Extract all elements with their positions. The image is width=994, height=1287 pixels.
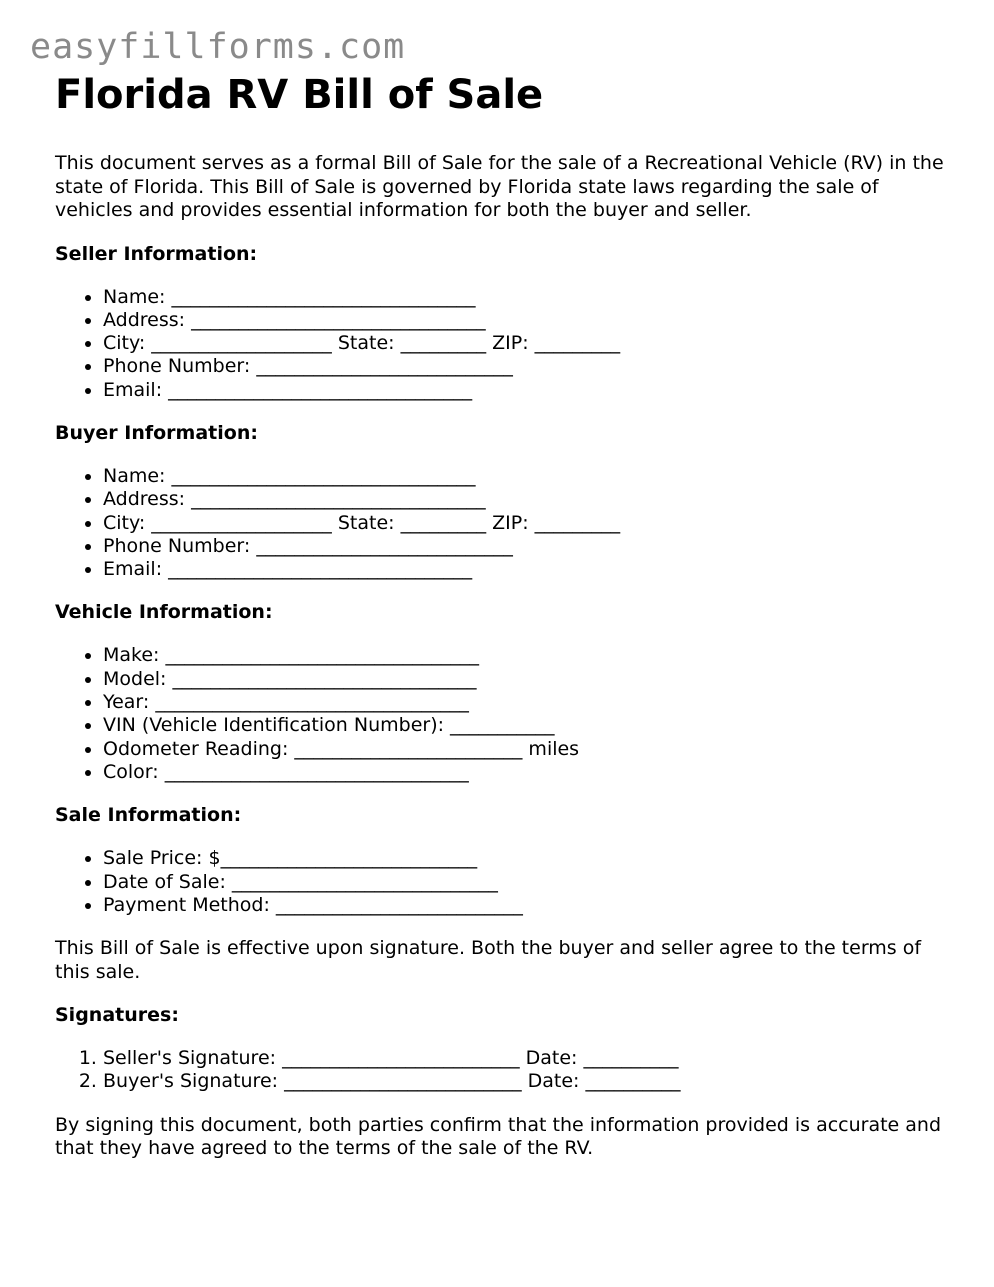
payment-method-field[interactable]: • Payment Method: __________________________ <box>103 894 955 917</box>
buyer-fields <box>55 465 955 581</box>
vehicle-make-field[interactable]: • Make: _________________________________ <box>103 644 955 667</box>
vehicle-color-field[interactable]: • Color: ________________________________ <box>103 761 955 784</box>
sale-price-field[interactable]: • Sale Price: $___________________________ <box>103 847 955 870</box>
seller-email-field[interactable]: • Email: ________________________________ <box>103 379 955 402</box>
seller-heading: Seller Information: <box>55 242 258 265</box>
vehicle-odometer-field[interactable]: • Odometer Reading: ________________________ miles <box>103 738 955 761</box>
effective-paragraph: This Bill of Sale is effective upon signature. Both the buyer and seller agree to the terms of this sale. <box>55 937 922 983</box>
vehicle-model-field[interactable]: • Model: ________________________________ <box>103 668 955 691</box>
buyer-name-field[interactable]: • Name: ________________________________ <box>103 465 955 488</box>
seller-city-state-zip-field[interactable]: • City: ___________________ State: _________ ZIP: _________ <box>103 332 955 355</box>
vehicle-vin-field[interactable]: • VIN (Vehicle Identification Number): ___________ <box>103 714 955 737</box>
buyer-signature-line[interactable]: 2. Buyer's Signature: _________________________ Date: __________ <box>103 1070 955 1093</box>
seller-address-field[interactable]: • Address: _______________________________ <box>103 309 955 332</box>
intro-paragraph: This document serves as a formal Bill of Sale for the sale of a Recreational Vehicle (RV) in the state of Florida. This Bill of Sale is governed by Florida state laws regarding the sale of vehicles and provides essential information for both the buyer and seller. <box>55 152 944 221</box>
vehicle-fields <box>55 644 955 784</box>
vehicle-heading: Vehicle Information: <box>55 601 273 624</box>
seller-name-field[interactable]: • Name: ________________________________ <box>103 286 955 309</box>
watermark: easyfillforms.com <box>30 27 406 67</box>
buyer-address-field[interactable]: • Address: _______________________________ <box>103 488 955 511</box>
buyer-city-state-zip-field[interactable]: • City: ___________________ State: _________ ZIP: _________ <box>103 512 955 535</box>
sale-heading: Sale Information: <box>55 804 242 827</box>
document <box>55 72 955 1161</box>
seller-phone-field[interactable]: • Phone Number: ___________________________ <box>103 355 955 378</box>
buyer-phone-field[interactable]: • Phone Number: ___________________________ <box>103 535 955 558</box>
buyer-heading: Buyer Information: <box>55 421 258 444</box>
vehicle-year-field[interactable]: • Year: _________________________________ <box>103 691 955 714</box>
seller-fields <box>55 286 955 402</box>
sale-fields <box>55 847 955 917</box>
sale-date-field[interactable]: • Date of Sale: ____________________________ <box>103 871 955 894</box>
seller-signature-line[interactable]: 1. Seller's Signature: _________________________ Date: __________ <box>103 1047 955 1070</box>
signature-lines <box>55 1047 955 1094</box>
page-title: Florida RV Bill of Sale <box>55 72 544 118</box>
signatures-heading: Signatures: <box>55 1004 179 1027</box>
closing-paragraph: By signing this document, both parties confirm that the information provided is accurate and that they have agreed to the terms of the sale of the RV. <box>55 1113 942 1160</box>
buyer-email-field[interactable]: • Email: ________________________________ <box>103 558 955 581</box>
